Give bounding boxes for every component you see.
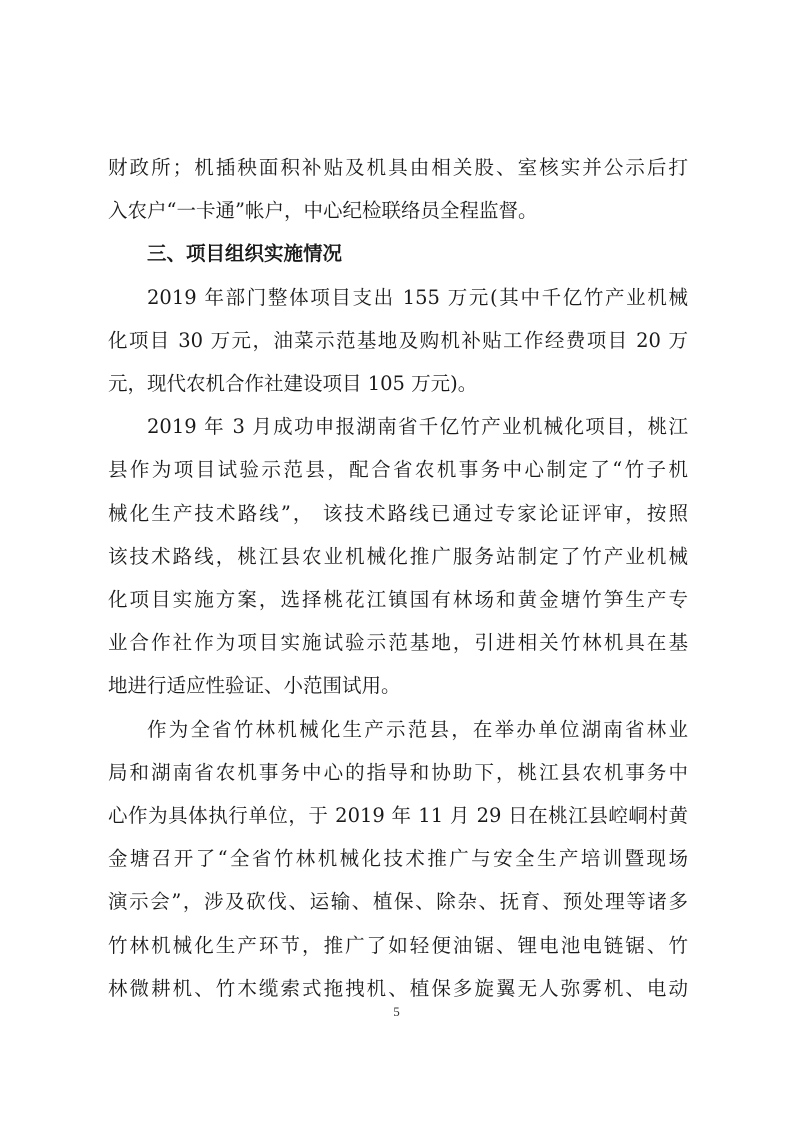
text-line: 林微耕机、竹木缆索式拖拽机、植保多旋翼无人弥雾机、电动	[108, 977, 688, 1000]
text-line: 财政所；机插秧面积补贴及机具由相关股、室核实并公示后打	[108, 156, 688, 179]
section-heading: 三、项目组织实施情况	[147, 242, 343, 265]
text-line: 入农户“一卡通”帐户，中心纪检联络员全程监督。	[108, 199, 538, 222]
text-line: 作为全省竹林机械化生产示范县，在举办单位湖南省林业	[147, 718, 688, 741]
text-line: 化项目实施方案，选择桃花江镇国有林场和黄金塘竹笋生产专	[108, 588, 688, 611]
text-line: 该技术路线，桃江县农业机械化推广服务站制定了竹产业机械	[108, 545, 688, 568]
text-line: 2019 年部门整体项目支出 155 万元(其中千亿竹产业机械	[147, 286, 688, 309]
page-number: 5	[393, 1004, 400, 1019]
text-line: 心作为具体执行单位，于 2019 年 11 月 29 日在桃江县崆峒村黄	[108, 804, 688, 827]
text-line: 化项目 30 万元，油菜示范基地及购机补贴工作经费项目 20 万	[108, 329, 688, 352]
text-line: 地进行适应性验证、小范围试用。	[108, 674, 401, 697]
text-line: 2019 年 3 月成功申报湖南省千亿竹产业机械化项目，桃江	[147, 415, 688, 438]
text-line: 竹林机械化生产环节，推广了如轻便油锯、锂电池电链锯、竹	[108, 934, 688, 957]
text-line: 县作为项目试验示范县，配合省农机事务中心制定了“竹子机	[108, 458, 688, 481]
text-line: 业合作社作为项目实施试验示范基地，引进相关竹林机具在基	[108, 631, 688, 654]
text-line: 械化生产技术路线”， 该技术路线已通过专家论证评审，按照	[108, 502, 688, 525]
text-line: 局和湖南省农机事务中心的指导和协助下，桃江县农机事务中	[108, 761, 688, 784]
text-line: 演示会”，涉及砍伐、运输、植保、除杂、抚育、预处理等诸多	[108, 890, 688, 913]
text-line: 元，现代农机合作社建设项目 105 万元)。	[108, 372, 478, 395]
text-line: 金塘召开了“全省竹林机械化技术推广与安全生产培训暨现场	[108, 847, 688, 870]
